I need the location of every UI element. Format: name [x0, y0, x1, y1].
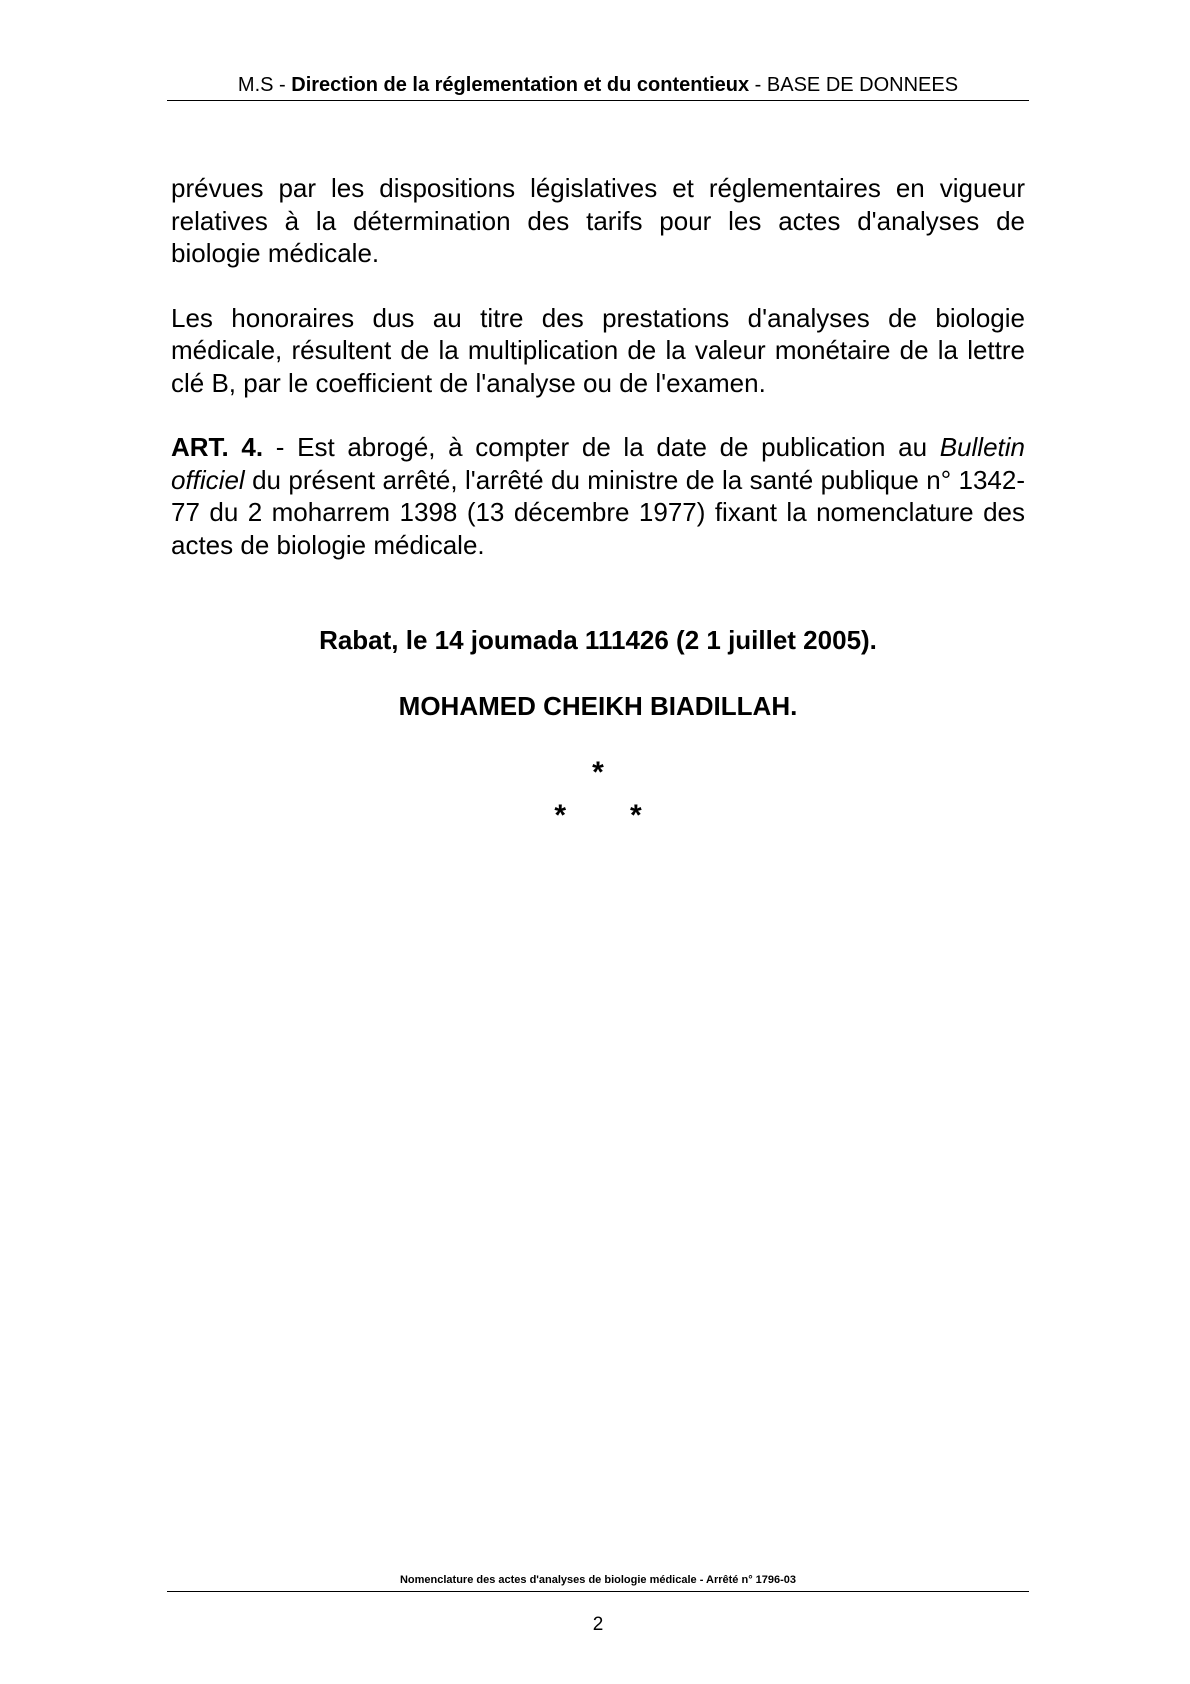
footer-title: Nomenclature des actes d'analyses de biologie médicale - Arrêté n° 1796-03	[399, 1574, 797, 1586]
header-suffix: - BASE DE DONNEES	[749, 74, 959, 96]
header-prefix: M.S -	[237, 74, 292, 96]
page-number: 2	[592, 1614, 604, 1635]
document-body	[171, 172, 1025, 593]
signature-name: MOHAMED CHEIKH BIADILLAH.	[398, 691, 798, 721]
signature-place-date: Rabat, le 14 joumada 111426 (2 1 juillet 2005).	[319, 625, 877, 655]
article-4-text-before: - Est abrogé, à compter de la date de publication au	[263, 432, 940, 462]
header-rule	[167, 100, 1029, 101]
header-department: Direction de la réglementation et du contentieux	[291, 74, 750, 96]
article-4	[171, 431, 1025, 561]
page-header	[167, 72, 1029, 98]
separator-star-top: *	[592, 756, 604, 789]
article-4-italic: Bulletin officiel	[171, 432, 1025, 495]
article-4-label: ART. 4.	[171, 432, 264, 462]
footer-rule	[167, 1591, 1029, 1592]
separator-star-left: *	[554, 799, 566, 832]
paragraph-2: Les honoraires dus au titre des prestations d'analyses de biologie médicale, résultent de la multiplication de la valeur monétaire de la lettre clé B, par le coefficient de l'analyse ou de l'examen.	[171, 302, 1025, 398]
separator-star-row	[167, 799, 1029, 833]
separator-star-right: *	[630, 799, 642, 832]
paragraph-1: prévues par les dispositions législatives et réglementaires en vigueur relatives à la détermination des tarifs pour les actes d'analyses de biologie médicale.	[171, 173, 1025, 268]
article-4-text-after: du présent arrêté, l'arrêté du ministre de la santé publique n° 1342-77 du 2 moharrem 1398 (13 décembre 1977) fixant la nomenclature des actes de biologie médicale.	[171, 464, 1025, 560]
